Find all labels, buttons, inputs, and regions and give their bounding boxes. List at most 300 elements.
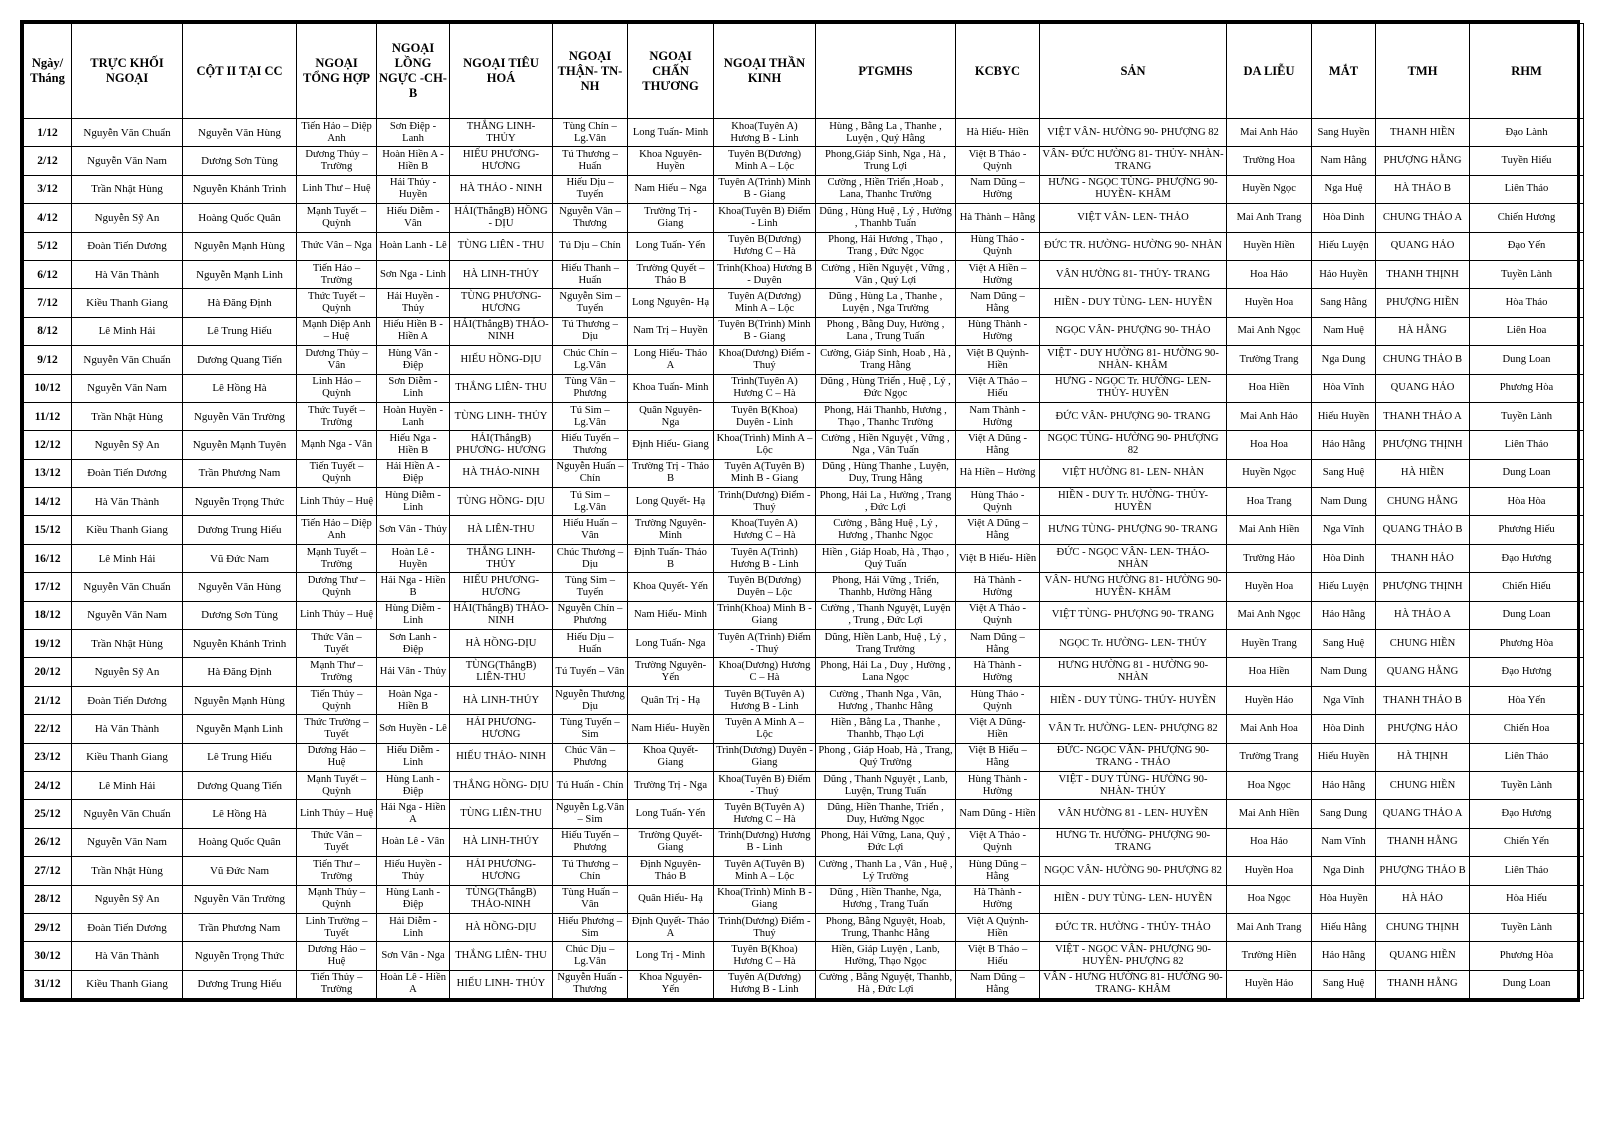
- duty-cell: Hiền , Bằng La , Thanhe , Thanhb, Thạo Lợi: [816, 715, 956, 743]
- duty-cell: Hùng Lanh - Điệp: [377, 771, 450, 799]
- duty-cell: Tuyên A(Tuyên B) Minh A – Lộc: [714, 857, 816, 885]
- duty-cell: Hùng Thành - Hường: [956, 317, 1040, 345]
- duty-cell: Sơn Vân - Thủy: [377, 516, 450, 544]
- duty-cell: Khoa(Trình) Minh A – Lộc: [714, 431, 816, 459]
- column-header: KCBYC: [956, 24, 1040, 119]
- duty-cell: Nam Dũng - Hiền: [956, 800, 1040, 828]
- duty-cell: CHUNG THỊNH: [1376, 913, 1470, 941]
- duty-cell: NGỌC VÂN- PHƯỢNG 90- THẢO: [1040, 317, 1227, 345]
- table-row: [24, 431, 1584, 459]
- duty-cell: Khoa Nguyên- Yến: [628, 970, 714, 998]
- duty-cell: Hiền , Giáp Hoab, Hà , Thạo , Quý Tuấn: [816, 544, 956, 572]
- duty-cell: Hòa Hiếu: [1470, 885, 1584, 913]
- duty-cell: Nguyễn Mạnh Linh: [183, 715, 297, 743]
- date-cell: 5/12: [24, 232, 72, 260]
- duty-cell: Trần Phương Nam: [183, 913, 297, 941]
- duty-cell: Huyền Hoa: [1227, 573, 1312, 601]
- duty-cell: TÙNG(ThắngB) THẢO-NINH: [450, 885, 553, 913]
- duty-cell: Phương Hòa: [1470, 630, 1584, 658]
- column-header: NGOẠI TIÊU HOÁ: [450, 24, 553, 119]
- duty-cell: Tiến Hảo – Diệp Anh: [297, 516, 377, 544]
- duty-cell: Linh Hảo – Quỳnh: [297, 374, 377, 402]
- duty-cell: Đạo Yến: [1470, 232, 1584, 260]
- duty-cell: Hà Thành - Hường: [956, 885, 1040, 913]
- table-row: [24, 175, 1584, 203]
- duty-cell: Nam Dũng – Hằng: [956, 289, 1040, 317]
- duty-cell: Mai Anh Hiền: [1227, 800, 1312, 828]
- duty-cell: Nguyễn Sỹ An: [72, 204, 183, 232]
- duty-cell: Nguyễn Vân – Thương: [553, 204, 628, 232]
- duty-cell: Huyền Hảo: [1227, 686, 1312, 714]
- date-cell: 9/12: [24, 346, 72, 374]
- duty-cell: Đạo Lành: [1470, 119, 1584, 147]
- duty-cell: Việt A Dũng- Hiền: [956, 715, 1040, 743]
- column-header: MẮT: [1312, 24, 1376, 119]
- duty-cell: HÀ HỒNG-DỊU: [450, 913, 553, 941]
- duty-cell: Tuyên B(Dương) Duyên – Lộc: [714, 573, 816, 601]
- duty-cell: Trường Hoa: [1227, 147, 1312, 175]
- duty-cell: THANH THẢO A: [1376, 402, 1470, 430]
- duty-cell: Việt B Thảo – Hiếu: [956, 942, 1040, 970]
- date-cell: 12/12: [24, 431, 72, 459]
- duty-cell: Khoa(Tuyên B) Điểm - Thuý: [714, 771, 816, 799]
- duty-cell: PHƯỢNG HẢO: [1376, 715, 1470, 743]
- duty-cell: Hà Thành - Hường: [956, 573, 1040, 601]
- duty-cell: Linh Thủy – Huệ: [297, 800, 377, 828]
- header-row: [24, 24, 1584, 119]
- table-row: [24, 147, 1584, 175]
- date-cell: 13/12: [24, 459, 72, 487]
- duty-cell: Tuyền Hiếu: [1470, 147, 1584, 175]
- duty-cell: THẮNG LINH- THỦY: [450, 544, 553, 572]
- duty-cell: Long Tuấn- Minh: [628, 119, 714, 147]
- column-header: CỘT II TẠI CC: [183, 24, 297, 119]
- duty-cell: Thức Trường – Tuyết: [297, 715, 377, 743]
- duty-cell: Cường , Hiền Nguyệt , Vững , Vân , Quý Lợi: [816, 260, 956, 288]
- date-cell: 19/12: [24, 630, 72, 658]
- date-cell: 3/12: [24, 175, 72, 203]
- duty-cell: Nam Dũng – Hằng: [956, 630, 1040, 658]
- duty-cell: Tuyên B(Dương) Minh A – Lộc: [714, 147, 816, 175]
- date-cell: 1/12: [24, 119, 72, 147]
- duty-cell: Kiều Thanh Giang: [72, 289, 183, 317]
- duty-cell: Tiến Tuyết – Quỳnh: [297, 459, 377, 487]
- date-cell: 26/12: [24, 828, 72, 856]
- duty-cell: HẢI(ThắngB) THẢO-NINH: [450, 601, 553, 629]
- duty-cell: TÙNG LIÊN - THU: [450, 232, 553, 260]
- duty-cell: Hòa Huyền: [1312, 885, 1376, 913]
- duty-cell: Thức Vân – Tuyết: [297, 828, 377, 856]
- column-header: NGOẠI LỒNG NGỰC -CH-B: [377, 24, 450, 119]
- duty-cell: Kiều Thanh Giang: [72, 516, 183, 544]
- duty-cell: Thức Tuyết – Quỳnh: [297, 289, 377, 317]
- duty-cell: VÂN - HƯNG HƯỜNG 81- HƯỜNG 90- TRANG- KHÂM: [1040, 970, 1227, 998]
- date-cell: 16/12: [24, 544, 72, 572]
- duty-cell: Hoàn Lê - Vân: [377, 828, 450, 856]
- table-row: [24, 544, 1584, 572]
- duty-cell: Đoàn Tiến Dương: [72, 913, 183, 941]
- duty-cell: Hòa Dinh: [1312, 204, 1376, 232]
- column-header: NGOẠI TỔNG HỢP: [297, 24, 377, 119]
- duty-roster-sheet: [20, 20, 1580, 1002]
- duty-cell: Hoa Hảo: [1227, 828, 1312, 856]
- duty-cell: THANH HẰNG: [1376, 970, 1470, 998]
- duty-cell: Tùng Huấn – Vân: [553, 885, 628, 913]
- duty-cell: Hải Huyền - Thủy: [377, 289, 450, 317]
- duty-cell: Hoàn Hiền A - Hiền B: [377, 147, 450, 175]
- duty-cell: Hoàn Huyền - Lanh: [377, 402, 450, 430]
- duty-cell: Hùng Lanh - Điệp: [377, 885, 450, 913]
- duty-cell: Chiến Hương: [1470, 204, 1584, 232]
- duty-cell: Khoa Tuấn- Minh: [628, 374, 714, 402]
- duty-cell: Nguyễn Văn Chuẩn: [72, 119, 183, 147]
- duty-cell: VIỆT VÂN- LEN- THẢO: [1040, 204, 1227, 232]
- duty-cell: Nam Dung: [1312, 488, 1376, 516]
- duty-cell: Đoàn Tiến Dương: [72, 232, 183, 260]
- date-cell: 30/12: [24, 942, 72, 970]
- duty-cell: Tuyên B(Dương) Hương C – Hà: [714, 232, 816, 260]
- duty-cell: Huyền Hiền: [1227, 232, 1312, 260]
- duty-cell: Dũng , Hùng La , Thanhe , Luyện , Nga Trường: [816, 289, 956, 317]
- duty-cell: Hải Hiền A - Điệp: [377, 459, 450, 487]
- duty-cell: Liên Thảo: [1470, 857, 1584, 885]
- duty-cell: CHUNG HẰNG: [1376, 488, 1470, 516]
- duty-cell: Liên Hoa: [1470, 317, 1584, 345]
- duty-cell: Hiếu Tuyến – Thương: [553, 431, 628, 459]
- duty-cell: Nam Huệ: [1312, 317, 1376, 345]
- duty-cell: Tuyên A(Trình) Minh B - Giang: [714, 175, 816, 203]
- duty-cell: Chúc Vân – Phương: [553, 743, 628, 771]
- duty-cell: QUANG HIỀN: [1376, 942, 1470, 970]
- duty-cell: NGỌC TÙNG- HƯỜNG 90- PHƯỢNG 82: [1040, 431, 1227, 459]
- duty-cell: PHƯỢNG HIỀN: [1376, 289, 1470, 317]
- duty-cell: Định Quyết- Thảo A: [628, 913, 714, 941]
- duty-cell: Hảo Hằng: [1312, 771, 1376, 799]
- duty-cell: Dung Loan: [1470, 601, 1584, 629]
- duty-cell: Linh Trường – Tuyết: [297, 913, 377, 941]
- duty-cell: Dung Loan: [1470, 459, 1584, 487]
- table-row: [24, 828, 1584, 856]
- duty-cell: Tú Tuyến – Vân: [553, 658, 628, 686]
- duty-cell: Nguyễn Mạnh Hùng: [183, 232, 297, 260]
- duty-cell: Phong, Hải Thanhb, Hương , Thạo , Thanhc Trường: [816, 402, 956, 430]
- duty-cell: Nguyễn Mạnh Hùng: [183, 686, 297, 714]
- duty-cell: Tú Thương – Huấn: [553, 147, 628, 175]
- duty-cell: Cường , Bằng Nguyệt, Thanhb, Hà , Đức Lợi: [816, 970, 956, 998]
- duty-cell: Khoa(Dương) Hương C – Hà: [714, 658, 816, 686]
- duty-cell: Hùng Thành - Hường: [956, 771, 1040, 799]
- duty-cell: Trình(Khoa) Minh B - Giang: [714, 601, 816, 629]
- duty-cell: Cường , Bằng Huệ , Lý , Hương , Thanhc Ngọc: [816, 516, 956, 544]
- duty-cell: Tú Sim – Lg.Vân: [553, 402, 628, 430]
- duty-cell: Long Quyết- Hạ: [628, 488, 714, 516]
- date-cell: 15/12: [24, 516, 72, 544]
- duty-cell: ĐỨC- NGỌC VÂN- PHƯỢNG 90- TRANG - THẢO: [1040, 743, 1227, 771]
- duty-cell: Tiến Hảo – Diệp Anh: [297, 119, 377, 147]
- duty-cell: HIẾU THẢO- NINH: [450, 743, 553, 771]
- duty-cell: Dũng , Hùng Huệ , Lý , Hường , Thanhb Tuấn: [816, 204, 956, 232]
- duty-cell: Phong , Giáp Hoab, Hà , Trang, Quý Trường: [816, 743, 956, 771]
- duty-cell: THANH THẢO B: [1376, 686, 1470, 714]
- duty-cell: Mai Anh Ngọc: [1227, 317, 1312, 345]
- duty-cell: Linh Thủy – Huệ: [297, 488, 377, 516]
- duty-cell: Đạo Hương: [1470, 800, 1584, 828]
- duty-cell: Mai Anh Trang: [1227, 913, 1312, 941]
- duty-cell: Cường , Thanh Nguyệt, Luyện , Trung , Đức Lợi: [816, 601, 956, 629]
- duty-cell: Tùng Tuyến – Sim: [553, 715, 628, 743]
- duty-cell: Chiến Hoa: [1470, 715, 1584, 743]
- duty-cell: Hiếu Hiền B - Hiền A: [377, 317, 450, 345]
- duty-cell: Khoa Quyết- Giang: [628, 743, 714, 771]
- duty-cell: Phong, Hải Vững, Lana, Quý , Đức Lợi: [816, 828, 956, 856]
- duty-cell: PHƯỢNG HẰNG: [1376, 147, 1470, 175]
- duty-cell: Việt A Thảo - Quỳnh: [956, 601, 1040, 629]
- duty-cell: Hiếu Dịu – Huấn: [553, 630, 628, 658]
- duty-cell: Lê Minh Hải: [72, 317, 183, 345]
- duty-cell: HIẾU PHƯƠNG- HƯƠNG: [450, 573, 553, 601]
- duty-cell: Trường Nguyên- Minh: [628, 516, 714, 544]
- duty-cell: Việt B Hiếu- Hiền: [956, 544, 1040, 572]
- duty-cell: Tú Huấn - Chín: [553, 771, 628, 799]
- duty-cell: THANH THỊNH: [1376, 260, 1470, 288]
- date-cell: 21/12: [24, 686, 72, 714]
- duty-cell: Phong,Giáp Sinh, Nga , Hà , Trung Lợi: [816, 147, 956, 175]
- duty-cell: Tùng Chín – Lg.Vân: [553, 119, 628, 147]
- duty-cell: Hiếu Huấn – Vân: [553, 516, 628, 544]
- duty-cell: Phương Hòa: [1470, 942, 1584, 970]
- duty-cell: Việt A Thảo - Quỳnh: [956, 828, 1040, 856]
- duty-cell: Hòa Thảo: [1470, 289, 1584, 317]
- duty-cell: Tuyên B(Tuyên A) Hương C – Hà: [714, 800, 816, 828]
- duty-cell: Liên Thảo: [1470, 743, 1584, 771]
- duty-cell: Long Hiếu- Thảo A: [628, 346, 714, 374]
- duty-cell: Việt B Thảo - Quỳnh: [956, 147, 1040, 175]
- duty-cell: HIẾU PHƯƠNG- HƯƠNG: [450, 147, 553, 175]
- duty-cell: Hiếu Huyền: [1312, 743, 1376, 771]
- duty-cell: Dương Thủy – Trường: [297, 147, 377, 175]
- duty-cell: HẢI PHƯƠNG- HƯƠNG: [450, 715, 553, 743]
- duty-cell: HƯNG - NGỌC Tr. HƯỜNG- LEN- THỦY- HUYỀN: [1040, 374, 1227, 402]
- duty-cell: Lê Trung Hiếu: [183, 743, 297, 771]
- duty-cell: Hòa Dinh: [1312, 715, 1376, 743]
- duty-cell: Cường , Hiền Triển ,Hoab , Lana, Thanhc Trường: [816, 175, 956, 203]
- duty-cell: Sơn Nga - Linh: [377, 260, 450, 288]
- duty-cell: HÀ LIÊN-THU: [450, 516, 553, 544]
- duty-cell: Tuyền Lành: [1470, 260, 1584, 288]
- duty-cell: VIỆT - NGỌC VÂN- PHƯỢNG 90- HUYỀN- PHƯỢNG 82: [1040, 942, 1227, 970]
- duty-cell: NGỌC Tr. HƯỜNG- LEN- THỦY: [1040, 630, 1227, 658]
- duty-cell: Nam Hằng: [1312, 147, 1376, 175]
- duty-cell: Trường Hảo: [1227, 544, 1312, 572]
- duty-cell: Cường, Giáp Sinh, Hoab , Hà , Trang Hằng: [816, 346, 956, 374]
- column-header: TRỰC KHỐI NGOẠI: [72, 24, 183, 119]
- duty-cell: Hải Diễm - Linh: [377, 913, 450, 941]
- duty-cell: Trần Nhật Hùng: [72, 630, 183, 658]
- duty-cell: Hoa Hảo: [1227, 260, 1312, 288]
- duty-cell: Dương Quang Tiến: [183, 346, 297, 374]
- duty-cell: TÙNG HỒNG- DỊU: [450, 488, 553, 516]
- duty-cell: Khoa Quyết- Yến: [628, 573, 714, 601]
- table-row: [24, 857, 1584, 885]
- duty-cell: Tuyên B(Trình) Minh B - Giang: [714, 317, 816, 345]
- date-cell: 6/12: [24, 260, 72, 288]
- duty-cell: HẢI(ThắngB) THẢO-NINH: [450, 317, 553, 345]
- table-row: [24, 516, 1584, 544]
- duty-cell: Dung Loan: [1470, 970, 1584, 998]
- duty-cell: HẢI(ThắngB) PHƯƠNG- HƯƠNG: [450, 431, 553, 459]
- duty-cell: Sơn Diễm - Linh: [377, 374, 450, 402]
- duty-cell: VÂN HƯỜNG 81- THỦY- TRANG: [1040, 260, 1227, 288]
- duty-cell: HIỀN - DUY TÙNG- LEN- HUYỀN: [1040, 885, 1227, 913]
- duty-cell: Sang Huệ: [1312, 630, 1376, 658]
- duty-cell: HIỀN - DUY TÙNG- THỦY- HUYỀN: [1040, 686, 1227, 714]
- duty-cell: Tuyên B(Tuyên A) Hương B - Linh: [714, 686, 816, 714]
- duty-cell: Việt A Dũng - Hằng: [956, 431, 1040, 459]
- column-header: SẢN: [1040, 24, 1227, 119]
- duty-cell: QUANG HẰNG: [1376, 658, 1470, 686]
- duty-cell: Tú Thương – Dịu: [553, 317, 628, 345]
- duty-cell: HÀ THẢO B: [1376, 175, 1470, 203]
- duty-cell: Hòa Dinh: [1312, 544, 1376, 572]
- date-cell: 25/12: [24, 800, 72, 828]
- duty-cell: Sơn Huyền - Lê: [377, 715, 450, 743]
- duty-cell: Huyền Ngọc: [1227, 459, 1312, 487]
- duty-cell: Nguyễn Sim – Tuyến: [553, 289, 628, 317]
- duty-cell: ĐỨC VÂN- PHƯỢNG 90- TRANG: [1040, 402, 1227, 430]
- duty-cell: Hòa Yến: [1470, 686, 1584, 714]
- duty-cell: Long Trị - Minh: [628, 942, 714, 970]
- duty-cell: Tú Thương – Chín: [553, 857, 628, 885]
- duty-cell: Hải Vân - Thủy: [377, 658, 450, 686]
- duty-cell: Tuyên B(Khoa) Hương C – Hà: [714, 942, 816, 970]
- duty-cell: Mai Anh Hoa: [1227, 715, 1312, 743]
- duty-cell: Chiến Yến: [1470, 828, 1584, 856]
- duty-cell: Hiếu Tuyến – Phương: [553, 828, 628, 856]
- duty-cell: Nam Hiếu- Huyền: [628, 715, 714, 743]
- duty-cell: Trình(Dương) Duyên - Giang: [714, 743, 816, 771]
- duty-cell: Tuyên A Minh A – Lộc: [714, 715, 816, 743]
- duty-cell: HƯNG Tr. HƯỜNG- PHƯỢNG 90- TRANG: [1040, 828, 1227, 856]
- duty-cell: Hiếu Huyền - Thủy: [377, 857, 450, 885]
- duty-cell: Trường Quyết – Thảo B: [628, 260, 714, 288]
- duty-cell: Mạnh Tuyết – Quỳnh: [297, 204, 377, 232]
- duty-cell: HÀ THẢO A: [1376, 601, 1470, 629]
- duty-cell: Hà Văn Thành: [72, 488, 183, 516]
- duty-cell: Trần Nhật Hùng: [72, 857, 183, 885]
- duty-cell: Hảo Hằng: [1312, 942, 1376, 970]
- duty-cell: Hùng Diễm - Linh: [377, 488, 450, 516]
- duty-cell: HẢI(ThắngB) HỒNG - DỊU: [450, 204, 553, 232]
- date-cell: 2/12: [24, 147, 72, 175]
- duty-cell: ĐỨC TR. HƯỜNG- HƯỜNG 90- NHÀN: [1040, 232, 1227, 260]
- date-cell: 18/12: [24, 601, 72, 629]
- duty-cell: QUANG THẢO A: [1376, 800, 1470, 828]
- duty-cell: Hiếu Luyện: [1312, 232, 1376, 260]
- duty-cell: Huyền Trang: [1227, 630, 1312, 658]
- duty-cell: Lê Minh Hải: [72, 544, 183, 572]
- duty-cell: Hoàn Lê - Hiền A: [377, 970, 450, 998]
- duty-cell: Việt B Hiếu – Hằng: [956, 743, 1040, 771]
- duty-cell: Tiến Thư – Trường: [297, 857, 377, 885]
- table-row: [24, 119, 1584, 147]
- duty-cell: Hải Thủy - Huyền: [377, 175, 450, 203]
- duty-cell: Nguyễn Văn Nam: [72, 601, 183, 629]
- duty-cell: Lê Minh Hải: [72, 771, 183, 799]
- duty-cell: Dũng , Hiền Thanhe, Nga, Hương , Trang Tuấn: [816, 885, 956, 913]
- duty-cell: Hùng , Bằng La , Thanhe , Luyện , Quý Hằng: [816, 119, 956, 147]
- duty-cell: Khoa Nguyên- Huyền: [628, 147, 714, 175]
- duty-cell: Hiếu Nga - Hiền B: [377, 431, 450, 459]
- duty-cell: HÀ HỒNG-DỊU: [450, 630, 553, 658]
- duty-cell: VÂN- HƯNG HƯỜNG 81- HƯỜNG 90- HUYỀN- KHÂM: [1040, 573, 1227, 601]
- duty-cell: Dương Quang Tiến: [183, 771, 297, 799]
- table-row: [24, 715, 1584, 743]
- duty-cell: Hảo Hằng: [1312, 601, 1376, 629]
- duty-cell: Hoa Hoa: [1227, 431, 1312, 459]
- table-row: [24, 601, 1584, 629]
- duty-cell: Liên Thảo: [1470, 175, 1584, 203]
- duty-cell: VIỆT HƯỜNG 81- LEN- NHÀN: [1040, 459, 1227, 487]
- table-row: [24, 289, 1584, 317]
- duty-cell: Nguyễn Huấn – Chín: [553, 459, 628, 487]
- column-header: DA LIỄU: [1227, 24, 1312, 119]
- duty-cell: Mạnh Nga - Vân: [297, 431, 377, 459]
- duty-cell: Nguyễn Chín – Phương: [553, 601, 628, 629]
- duty-cell: Mai Anh Hiền: [1227, 516, 1312, 544]
- table-row: [24, 970, 1584, 998]
- duty-cell: THANH HẰNG: [1376, 828, 1470, 856]
- duty-cell: Hiếu Thanh – Huấn: [553, 260, 628, 288]
- duty-cell: Nguyễn Văn Nam: [72, 828, 183, 856]
- duty-cell: Nguyễn Văn Hùng: [183, 119, 297, 147]
- duty-cell: Nguyễn Huấn - Thương: [553, 970, 628, 998]
- duty-cell: Trường Trang: [1227, 346, 1312, 374]
- table-row: [24, 630, 1584, 658]
- duty-cell: Phong, Hải Hương , Thạo , Trang , Đức Ngọc: [816, 232, 956, 260]
- duty-cell: Nguyễn Văn Trường: [183, 885, 297, 913]
- table-row: [24, 317, 1584, 345]
- duty-cell: Dương Hảo – Huệ: [297, 942, 377, 970]
- date-cell: 29/12: [24, 913, 72, 941]
- table-row: [24, 658, 1584, 686]
- column-header: NGOẠI CHẤN THƯƠNG: [628, 24, 714, 119]
- duty-cell: Nguyễn Văn Chuẩn: [72, 800, 183, 828]
- duty-cell: HIẾU HỒNG-DỊU: [450, 346, 553, 374]
- duty-cell: Hà Văn Thành: [72, 942, 183, 970]
- duty-cell: Dũng, Hiền Thanhe, Triển , Duy, Hường Ngọc: [816, 800, 956, 828]
- duty-cell: Việt A Thảo – Hiếu: [956, 374, 1040, 402]
- duty-cell: HÀ HẰNG: [1376, 317, 1470, 345]
- duty-cell: PHƯỢNG THỊNH: [1376, 431, 1470, 459]
- date-cell: 23/12: [24, 743, 72, 771]
- duty-cell: Hoàn Nga - Hiền B: [377, 686, 450, 714]
- duty-cell: Tuyên A(Dương) Minh A – Lộc: [714, 289, 816, 317]
- duty-cell: NGỌC VÂN- HƯỜNG 90- PHƯỢNG 82: [1040, 857, 1227, 885]
- duty-cell: Chúc Thương – Dịu: [553, 544, 628, 572]
- duty-cell: Khoa(Tuyên A) Hương C – Hà: [714, 516, 816, 544]
- duty-cell: Mạnh Thư – Trường: [297, 658, 377, 686]
- duty-cell: Nguyễn Trọng Thức: [183, 488, 297, 516]
- column-header: NGOẠI THẬN- TN-NH: [553, 24, 628, 119]
- duty-cell: Nam Thành - Hường: [956, 402, 1040, 430]
- duty-cell: Tuyên B(Khoa) Duyên - Linh: [714, 402, 816, 430]
- duty-cell: Hà Hiền – Hường: [956, 459, 1040, 487]
- duty-cell: Mai Anh Hảo: [1227, 119, 1312, 147]
- duty-cell: Nam Dũng – Hường: [956, 175, 1040, 203]
- duty-cell: Liên Thảo: [1470, 431, 1584, 459]
- table-row: [24, 743, 1584, 771]
- duty-cell: Trường Hiền: [1227, 942, 1312, 970]
